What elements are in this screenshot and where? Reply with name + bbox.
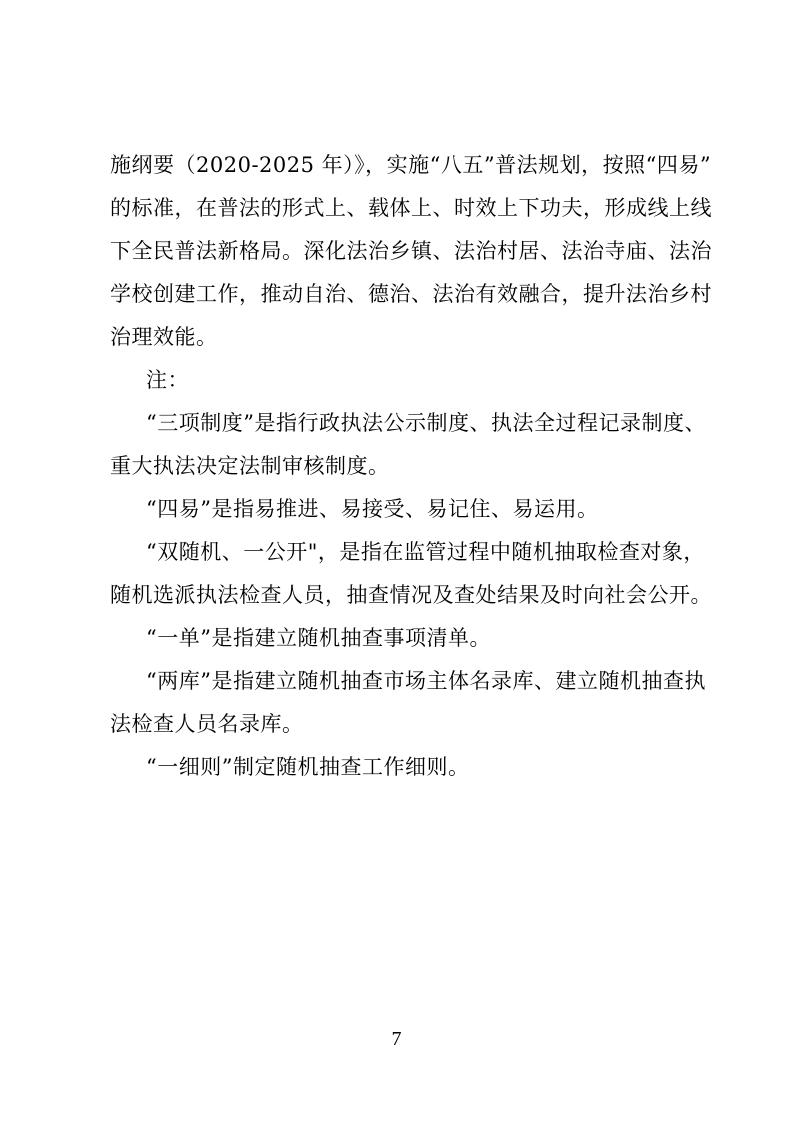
body-line-3: 下全民普法新格局。深化法治乡镇、法治村居、法治寺庙、法治 xyxy=(110,239,712,263)
note-line-8: 法检查人员名录库。 xyxy=(110,712,304,736)
note-line-1: “三项制度”是指行政执法公示制度、执法全过程记录制度、 xyxy=(146,411,706,435)
body-line-2: 的标准，在普法的形式上、载体上、时效上下功夫，形成线上线 xyxy=(110,196,712,220)
note-line-9: “一细则”制定随机抽查工作细则。 xyxy=(146,755,470,779)
page-number: 7 xyxy=(391,1028,402,1050)
body-line-5: 治理效能。 xyxy=(110,325,218,349)
note-line-3: “四易”是指易推进、易接受、易记住、易运用。 xyxy=(146,497,599,521)
note-line-2: 重大执法决定法制审核制度。 xyxy=(110,454,390,478)
body-line-1: 施纲要（2020-2025 年）》，实施“八五”普法规划，按照“四易” xyxy=(110,153,712,177)
note-line-5: 随机选派执法检查人员，抽查情况及查处结果及时向社会公开。 xyxy=(110,583,712,607)
note-line-7: “两库”是指建立随机抽查市场主体名录库、建立随机抽查执 xyxy=(146,669,706,693)
note-line-6: “一单”是指建立随机抽查事项清单。 xyxy=(146,626,491,650)
body-line-4: 学校创建工作，推动自治、德治、法治有效融合，提升法治乡村 xyxy=(110,282,712,306)
note-heading: 注： xyxy=(146,368,189,392)
note-line-4: “双随机、一公开"，是指在监管过程中随机抽取检查对象， xyxy=(146,540,705,564)
